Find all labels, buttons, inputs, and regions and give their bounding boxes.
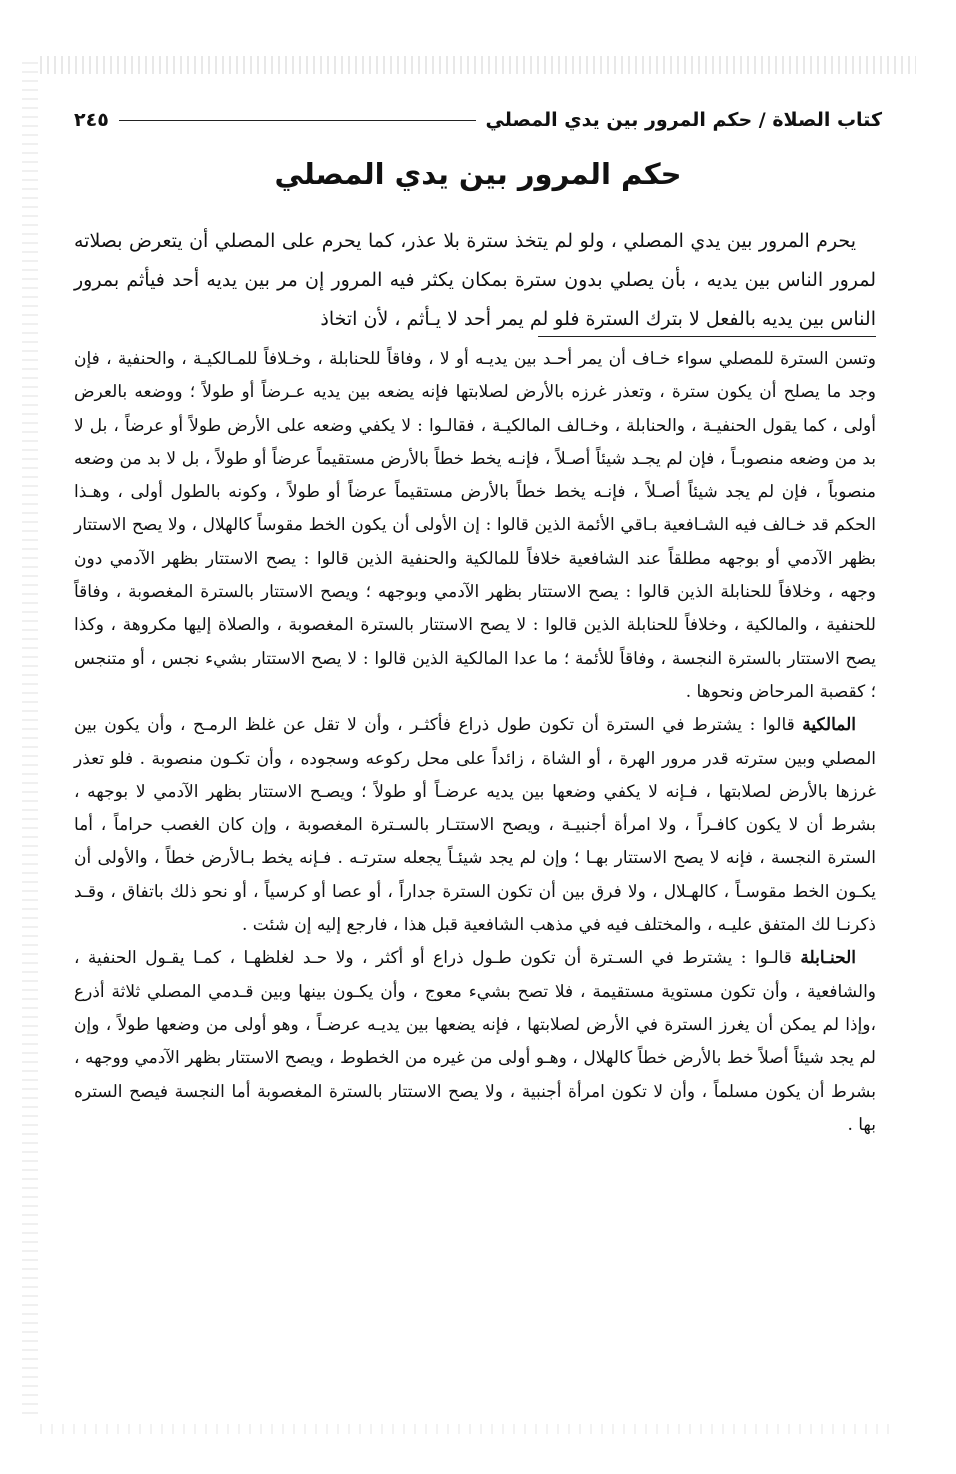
header-rule (119, 120, 476, 121)
hanbali-text: قالـوا : يشترط في السـترة أن تكون طـول ذراع أو أكثر ، ولا حـد لغلظهـا ، كمـا يقـول الحنفية ، والشافعية ، وأن تكون مستوية مستقيمة ، فلا تصح بشيء معوج ، وأن يكـون بينها وبين قـدمي المصلي ثلاثة أذرع ،وإذا لم يمكن أن يغرز السترة في الأرض لصلابتها ، فإنه يضعها بين يديـه عرضـاً ، وهو أولى من وضعها طولاً ، وإن لم يجد شيئاً أصلاً خط بالأرض خطاً كالهلال ، وهـو أولى من غيره من الخطوط ، ويصح الاستتار بظهر الآدمي ووجهه ، بشرط أن يكون مسلماً ، وأن لا تكون امرأة أجنبية ، ولا يصح الاستتار بالسترة المغصوبة أما النجسة فيصح الستره بها . (74, 948, 877, 1135)
chapter-heading: حكم المرور بين يدي المصلي (274, 157, 682, 191)
footnotes (74, 343, 876, 1142)
scan-edge-top (40, 56, 916, 74)
maliki-text: قالوا : يشترط في السترة أن تكون طول ذراع فأكثـر ، وأن لا تقل عن غلظ الرمـح ، وأن يكون بين المصلي وبين سترته قدر مرور الهرة ، أو الشاة ، زائداً على محل ركوعه وسجوده ، وأن تكـون منصوبة . فلو تعذر غرزها بالأرض لصلابتها ، فـإنه لا يكفي وضعها بين يديه عرضـاً أو طولاً ؛ ويصـح الاستتار بظهر الآدمي لا بوجهه ، بشرط أن لا يكون كافـراً ، ولا امرأة أجنبيـة ، ويصح الاستتـار بالسـترة المغصوبة ، وإن كان الغصب حراماً ، أما السترة النجسة ، فإنه لا يصح الاستتار بهـا ؛ وإن لم يجد شيئـاً يجعله سترتـه . فـإنه يخط بـالأرض خطاً ، والأولى أن يكـون الخط مقوسـاً ، كالهـلال ، ولا فرق بين أن تكون السترة جداراً ، أو عصا أو كرسياً ، أو نحو ذلك باتفاق ، وقـد ذكرنـا لك المتفق عليـه ، والمختلف فيه في مذهب الشافعية قبل هذا ، فارجع إليه إن شئت . (74, 715, 876, 936)
main-text: يحرم المرور بين يدي المصلي ، ولو لم يتخذ سترة بلا عذر، كما يحرم على المصلي أن يتعرض بصلاته لمرور الناس بين يديه ، بأن يصلي بدون سترة بمكان يكثر فيه المرور إن مر بين يديه أحد فيأثم بمرور الناس بين يديه بالفعل لا بترك السترة فلو لم يمر أحد لا يـأثم ، لأن اتخاذ (74, 230, 876, 330)
running-title: كتاب الصلاة / حكم المرور بين يدي المصلي (485, 109, 882, 131)
hanbali-lead: الحنـابلة (800, 948, 857, 969)
scan-edge-left (22, 60, 38, 1414)
note-hanbali (74, 942, 876, 1142)
running-header (74, 100, 882, 140)
note-general: وتسن السترة للمصلي سواء خـاف أن يمر أحـد بين يديـه أو لا ، وفاقاً للحنابلة ، وخـلافاً للمـالكيـة ، والحنفية ، فإن وجد ما يصلح أن يكون سترة ، وتعذر غرزه بالأرض لصلابتها فإنه يضعه بين يديه عـرضاً أو طولاً ؛ ووضعه بالعرض أولى ، كما يقول الحنفيـة ، والحنابلة ، وخـالف المالكيـة ، فقالـوا : لا يكفي وضعه على الأرض طولاً أو عرضاً ، بل لا بد من وضعه منصوبـاً ، فإن لم يجـد شيئاً أصـلاً ، فإنـه يخط خطاً بالأرض مستقيماً عرضاً أو طولاً ، بل لا بد من وضعه منصوباً ، فإن لم يجد شيئاً أصـلاً ، فإنـه يخط خطاً بالأرض مستقيماً عرضاً أو طولاً ، وكونه بالطول أولى ، وهـذا الحكم قد خـالف فيه الشـافعية بـاقي الأئمة الذين قالوا : إن الأولى أن يكون الخط مقوساً كالهلال ، ولا يصح الاستتار بظهر الآدمي أو بوجهه مطلقاً عند الشافعية خلافاً للمالكية والحنفية الذين قالوا : يصح الاستتار بظهر الآدمي دون وجهه ، وخلافاً للحنابلة الذين قالوا : يصح الاستتار بظهر الآدمي وبوجهه ؛ ويصح الاستتار بالسترة المغصوبة ، وفاقاً للحنفية ، والمالكية ، وخلافاً للحنابلة الذين قالوا : لا يصح الاستتار بالسترة المغصوبة ، والصلاة إليها مكروهة ، وكذا يصح الاستتار بالسترة النجسة ، وفاقاً للأئمة ؛ ما عدا المالكية الذين قالوا : لا يصح الاستتار بشيء نجس ، أو متنجس ؛ كقصبة المرحاض ونحوها . (74, 349, 876, 702)
note-maliki (74, 709, 876, 942)
page-number: ٢٤٥ (74, 109, 109, 131)
scan-edge-bottom (40, 1424, 896, 1434)
footnote-rule (538, 336, 876, 337)
maliki-lead: المالكية (802, 715, 857, 736)
